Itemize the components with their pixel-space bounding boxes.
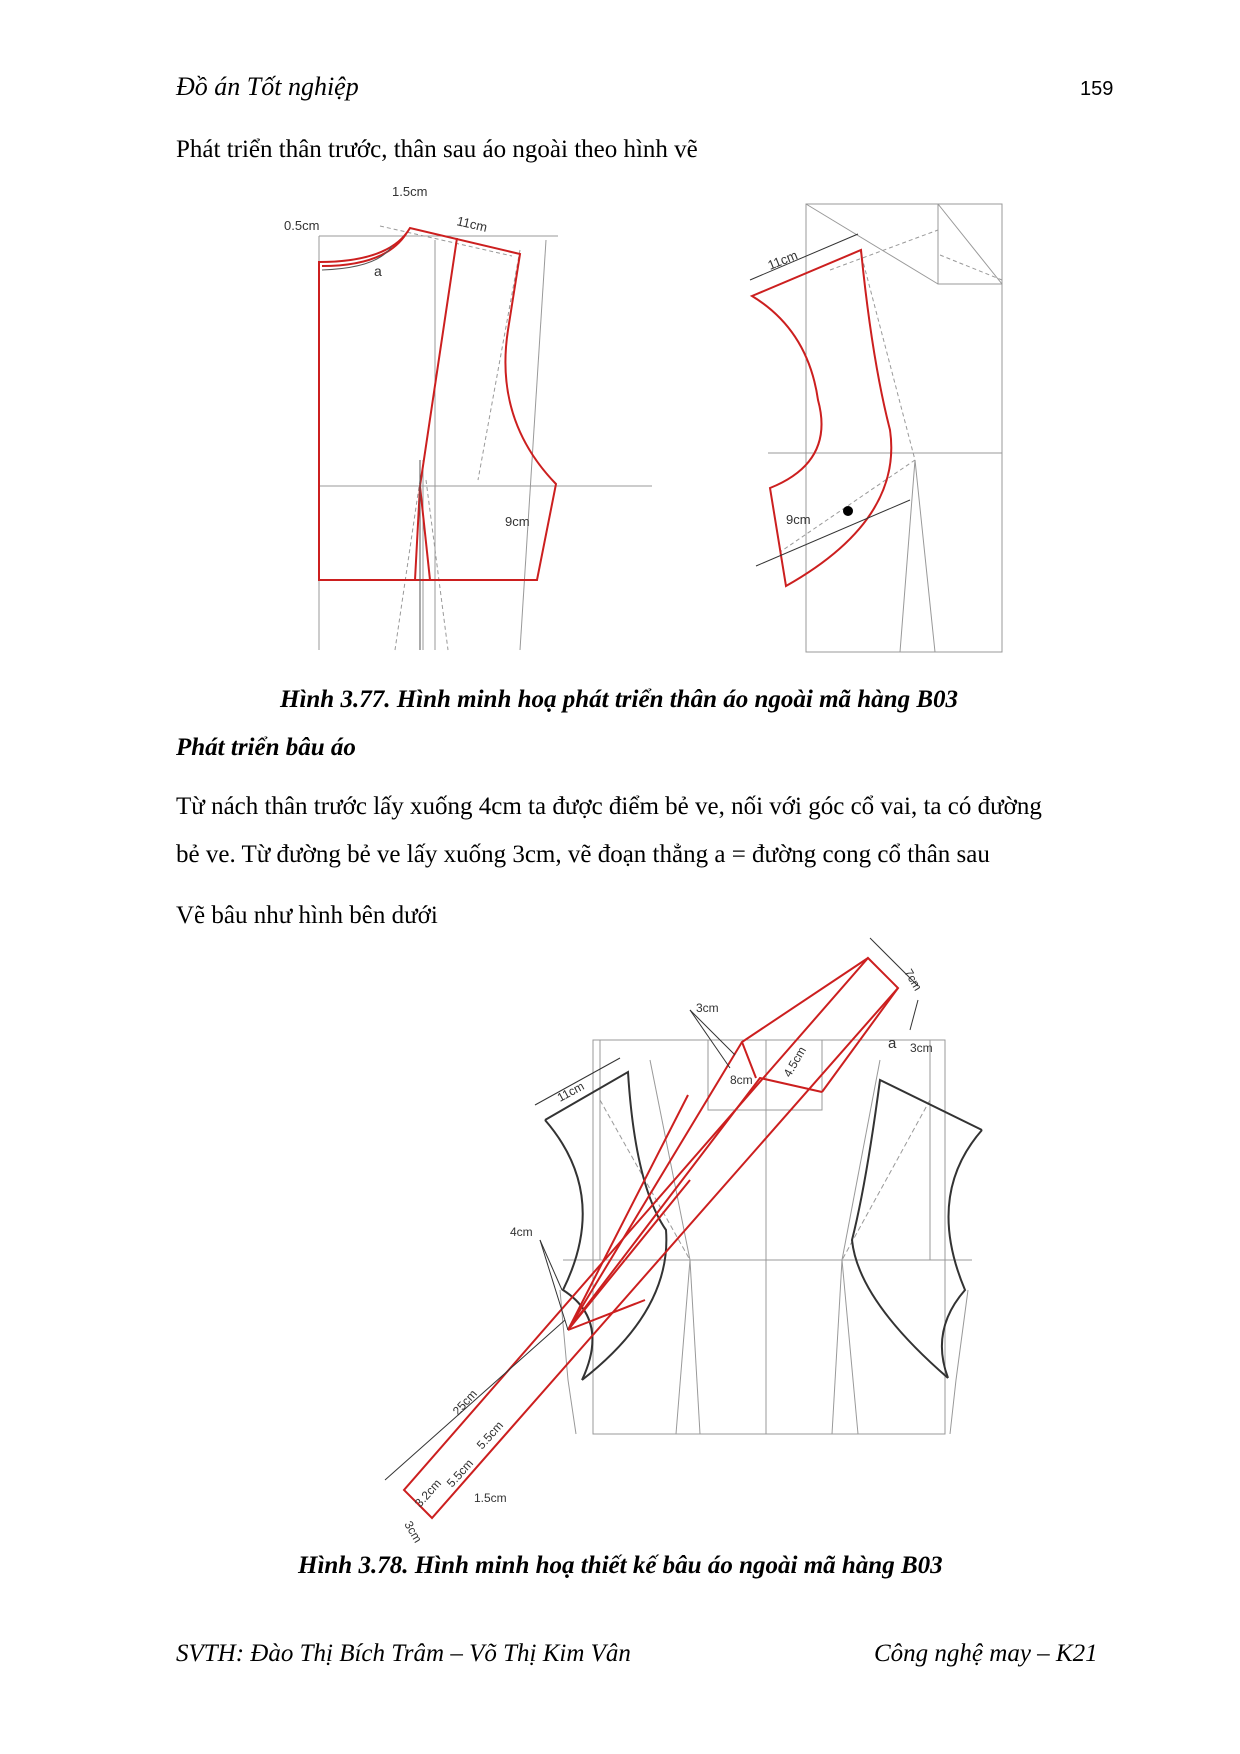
label-4-5cm: 4.5cm (780, 1044, 809, 1080)
label-3-2cm: 3.2cm (411, 1476, 445, 1511)
label-5-5cm-b: 5.5cm (443, 1456, 477, 1491)
label-11cm-front: 11cm (455, 213, 489, 235)
label-11cm: 11cm (554, 1078, 587, 1105)
label-a-front: a (374, 263, 382, 279)
section-paragraph-line-3: Vẽ bâu như hình bên dưới (176, 902, 438, 929)
page-number: 159 (1080, 78, 1114, 100)
label-3cm-right: 3cm (910, 1041, 933, 1055)
label-1-5cm-collar: 1.5cm (474, 1491, 507, 1505)
label-1-5cm: 1.5cm (392, 184, 428, 199)
label-7cm: 7cm (901, 966, 925, 994)
label-9cm-front: 9cm (505, 514, 530, 529)
label-8cm: 8cm (730, 1073, 753, 1087)
label-9cm-back: 9cm (786, 512, 811, 527)
footer-major: Công nghệ may – K21 (874, 1640, 1098, 1667)
label-11cm-back: 11cm (765, 247, 800, 273)
label-a-collar: a (888, 1035, 897, 1052)
section-heading: Phát triển bâu áo (176, 734, 356, 761)
intro-paragraph: Phát triển thân trước, thân sau áo ngoài theo hình vẽ (176, 136, 698, 163)
label-3cm-top: 3cm (696, 1001, 719, 1015)
label-5-5cm-a: 5.5cm (473, 1418, 507, 1453)
footer-authors: SVTH: Đào Thị Bích Trâm – Võ Thị Kim Vân (176, 1640, 631, 1667)
label-3cm-bottom: 3cm (401, 1518, 425, 1546)
section-paragraph-line-2: bẻ ve. Từ đường bẻ ve lấy xuống 3cm, vẽ đoạn thẳng a = đường cong cổ thân sau (176, 841, 990, 868)
section-paragraph-line-1: Từ nách thân trước lấy xuống 4cm ta được điểm bẻ ve, nối với góc cổ vai, ta có đường (176, 793, 1042, 820)
document-header-title: Đồ án Tốt nghiệp (176, 72, 359, 101)
label-0-5cm: 0.5cm (284, 218, 320, 233)
label-25cm: 25cm (449, 1386, 480, 1419)
figure-3-78-caption: Hình 3.78. Hình minh hoạ thiết kế bâu áo ngoài mã hàng B03 (298, 1552, 943, 1579)
label-4cm: 4cm (510, 1225, 533, 1239)
figure-3-77-caption: Hình 3.77. Hình minh hoạ phát triển thân áo ngoài mã hàng B03 (280, 686, 959, 713)
